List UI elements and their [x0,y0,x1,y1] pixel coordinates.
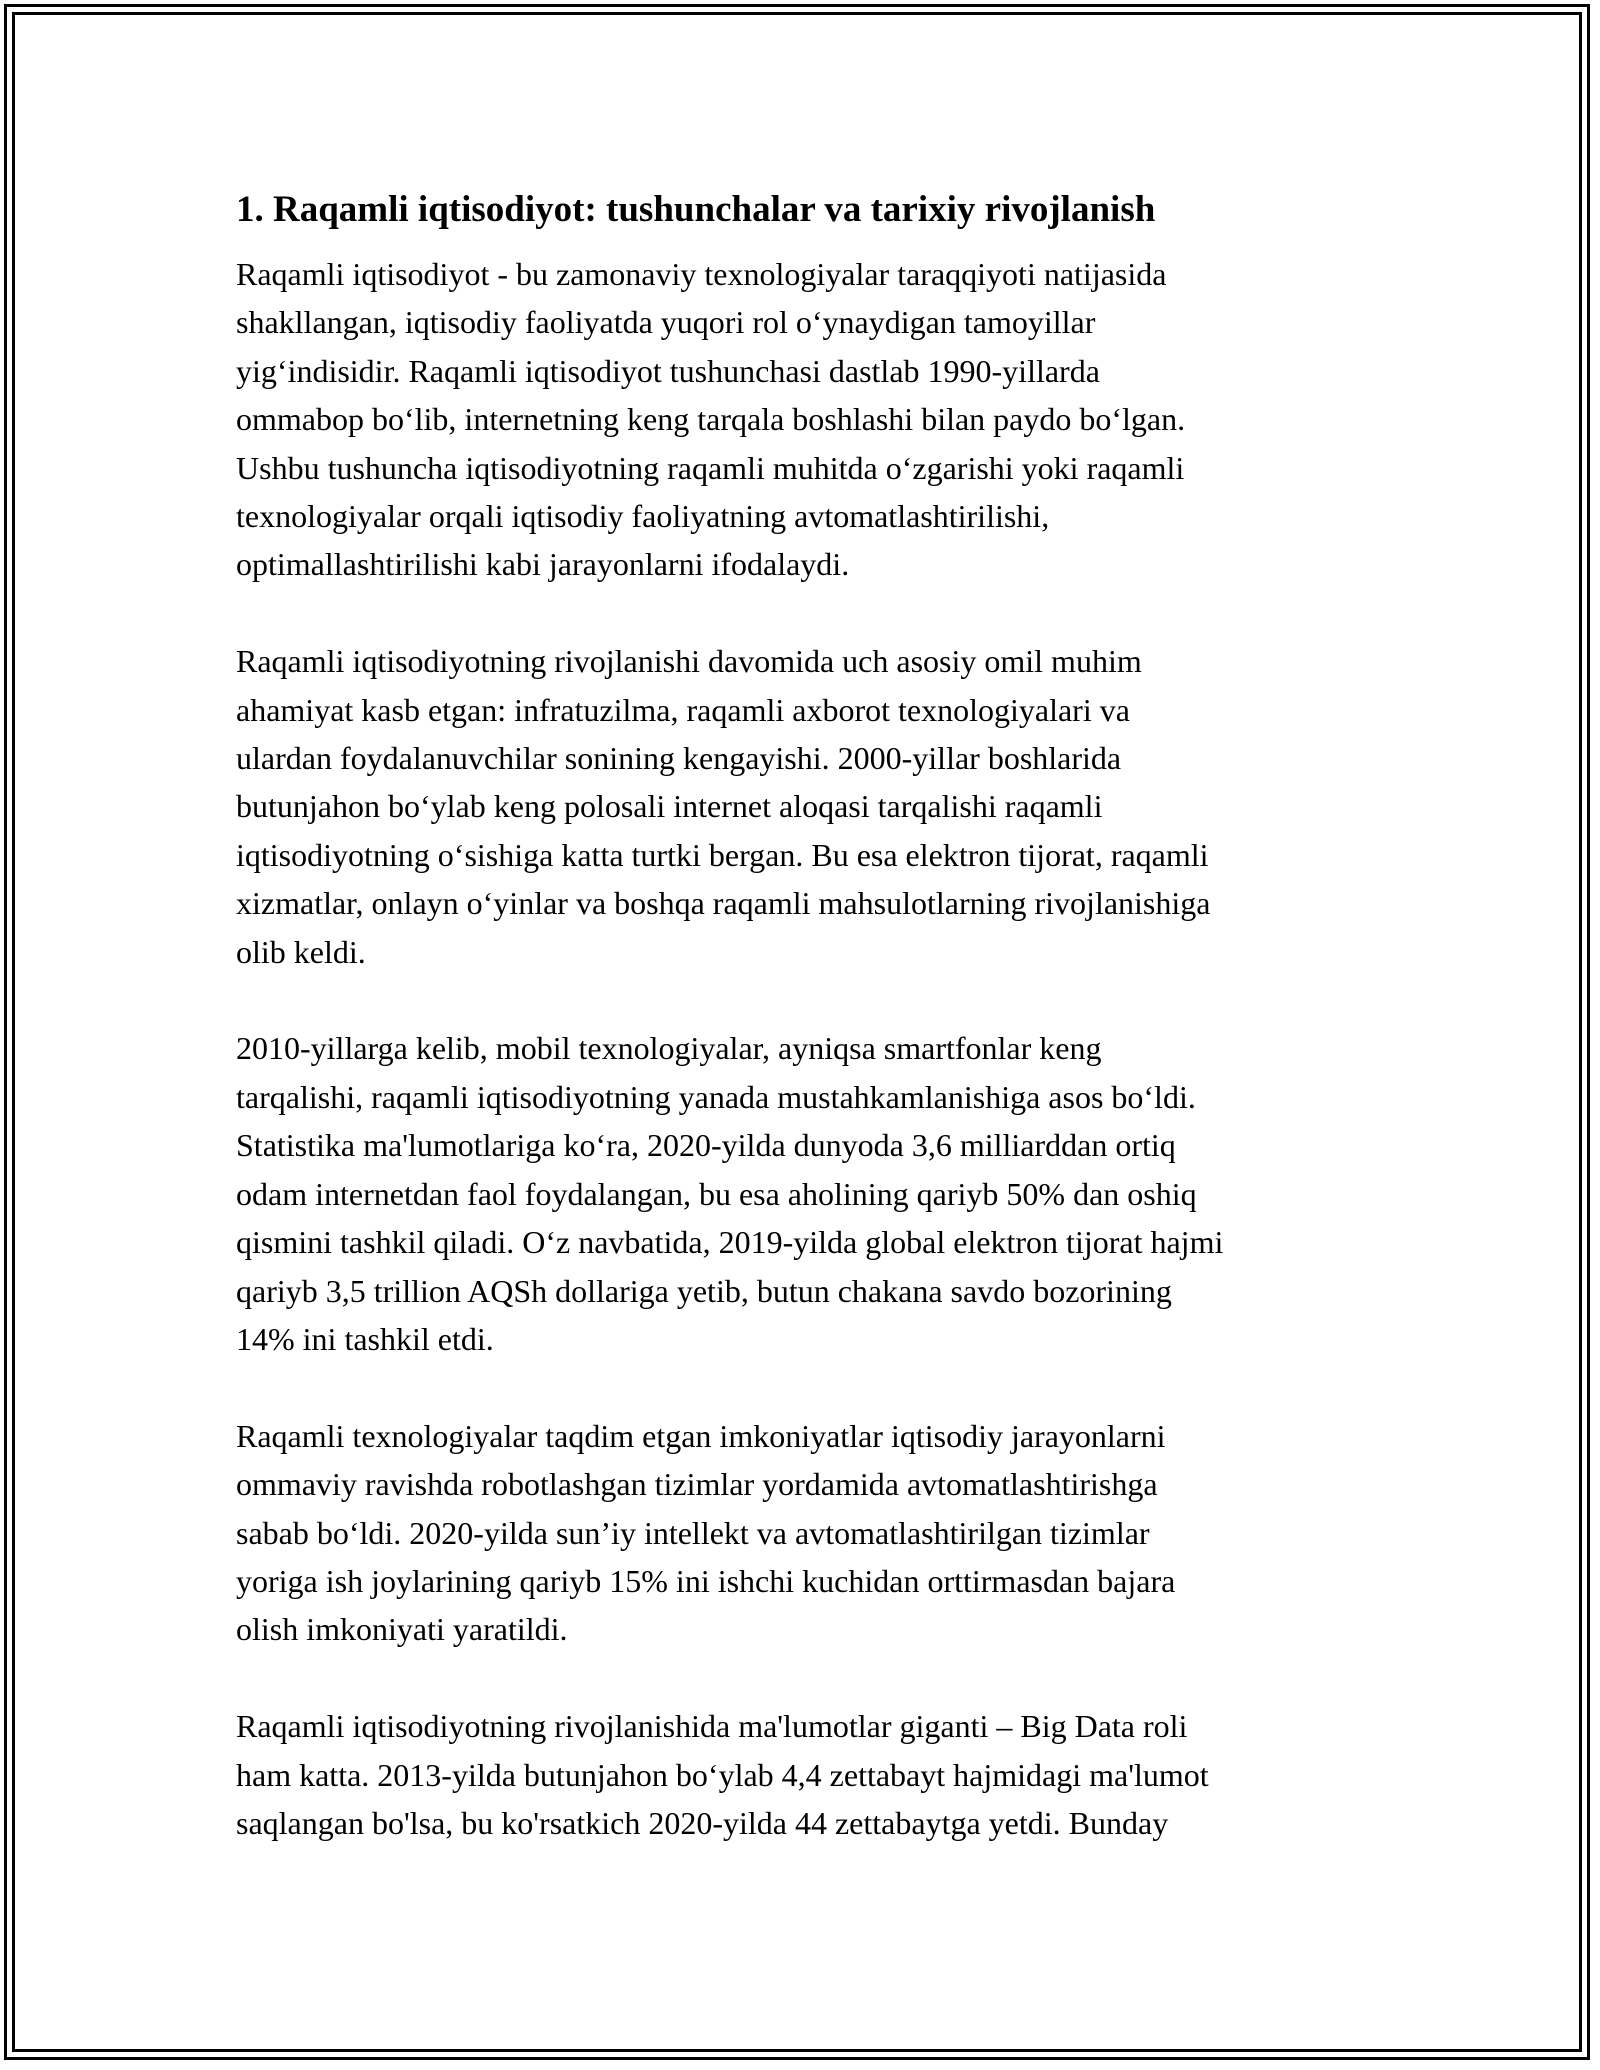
body-paragraph-5 [236,1702,1386,1847]
paragraph-line: ommabop bo‘lib, internetning keng tarqala boshlashi bilan paydo bo‘lgan. [236,401,1186,438]
paragraph-line: tarqalishi, raqamli iqtisodiyotning yanada mustahkamlanishiga asos bo‘ldi. [236,1078,1196,1115]
paragraph-line: sabab bo‘ldi. 2020-yilda sun’iy intellekt va avtomatlashtirilgan tizimlar [236,1514,1150,1551]
paragraph-line: odam internetdan faol foydalangan, bu esa aholining qariyb 50% dan oshiq [236,1175,1197,1212]
paragraphs-container [236,250,1386,1847]
paragraph-line: ahamiyat kasb etgan: infratuzilma, raqamli axborot texnologiyalari va [236,691,1130,728]
body-paragraph-1 [236,250,1386,589]
body-paragraph-3 [236,1024,1386,1363]
paragraph-line: Raqamli iqtisodiyotning rivojlanishida ma'lumotlar giganti – Big Data roli [236,1708,1188,1745]
paragraph-line: 14% ini tashkil etdi. [236,1320,494,1357]
paragraph-line: olish imkoniyati yaratildi. [236,1611,568,1648]
paragraph-line: texnologiyalar orqali iqtisodiy faoliyatning avtomatlashtirilishi, [236,498,1050,535]
paragraph-line: qariyb 3,5 trillion AQSh dollariga yetib, butun chakana savdo bozorining [236,1272,1172,1309]
paragraph-line: Raqamli texnologiyalar taqdim etgan imkoniyatlar iqtisodiy jarayonlarni [236,1417,1166,1454]
paragraph-line: qismini tashkil qiladi. O‘z navbatida, 2019-yilda global elektron tijorat hajmi [236,1224,1224,1261]
body-paragraph-4 [236,1412,1386,1654]
section-heading: 1. Raqamli iqtisodiyot: tushunchalar va tarixiy rivojlanish [236,189,1156,230]
paragraph-line: saqlangan bo'lsa, bu ko'rsatkich 2020-yilda 44 zettabaytga yetdi. Bunday [236,1804,1169,1841]
paragraph-line: Raqamli iqtisodiyot - bu zamonaviy texnologiyalar taraqqiyoti natijasida [236,256,1167,292]
paragraph-line: ham katta. 2013-yilda butunjahon bo‘ylab 4,4 zettabayt hajmidagi ma'lumot [236,1756,1209,1793]
paragraph-line: 2010-yillarga kelib, mobil texnologiyalar, ayniqsa smartfonlar keng [236,1030,1102,1067]
paragraph-line: ulardan foydalanuvchilar sonining kengayishi. 2000-yillar boshlarida [236,740,1122,777]
paragraph-line: Statistika ma'lumotlariga ko‘ra, 2020-yilda dunyoda 3,6 milliarddan ortiq [236,1127,1176,1164]
paragraph-line: yig‘indisidir. Raqamli iqtisodiyot tushunchasi dastlab 1990-yillarda [236,352,1100,389]
paragraph-line: Raqamli iqtisodiyotning rivojlanishi davomida uch asosiy omil muhim [236,643,1142,680]
paragraph-line: optimallashtirilishi kabi jarayonlarni ifodalaydi. [236,546,850,583]
paragraph-line: xizmatlar, onlayn o‘yinlar va boshqa raqamli mahsulotlarning rivojlanishiga [236,885,1211,922]
paragraph-line: olib keldi. [236,933,366,970]
document-body [236,186,1386,1896]
paragraph-line: iqtisodiyotning o‘sishiga katta turtki bergan. Bu esa elektron tijorat, raqamli [236,836,1209,873]
paragraph-line: ommaviy ravishda robotlashgan tizimlar yordamida avtomatlashtirishga [236,1466,1158,1503]
paragraph-line: Ushbu tushuncha iqtisodiyotning raqamli muhitda o‘zgarishi yoki raqamli [236,449,1185,486]
paragraph-line: yoriga ish joylarining qariyb 15% ini ishchi kuchidan orttirmasdan bajara [236,1562,1176,1599]
body-paragraph-2 [236,637,1386,976]
paragraph-line: shakllangan, iqtisodiy faoliyatda yuqori rol o‘ynaydigan tamoyillar [236,304,1096,341]
paragraph-line: butunjahon bo‘ylab keng polosali internet aloqasi tarqalishi raqamli [236,788,1103,825]
